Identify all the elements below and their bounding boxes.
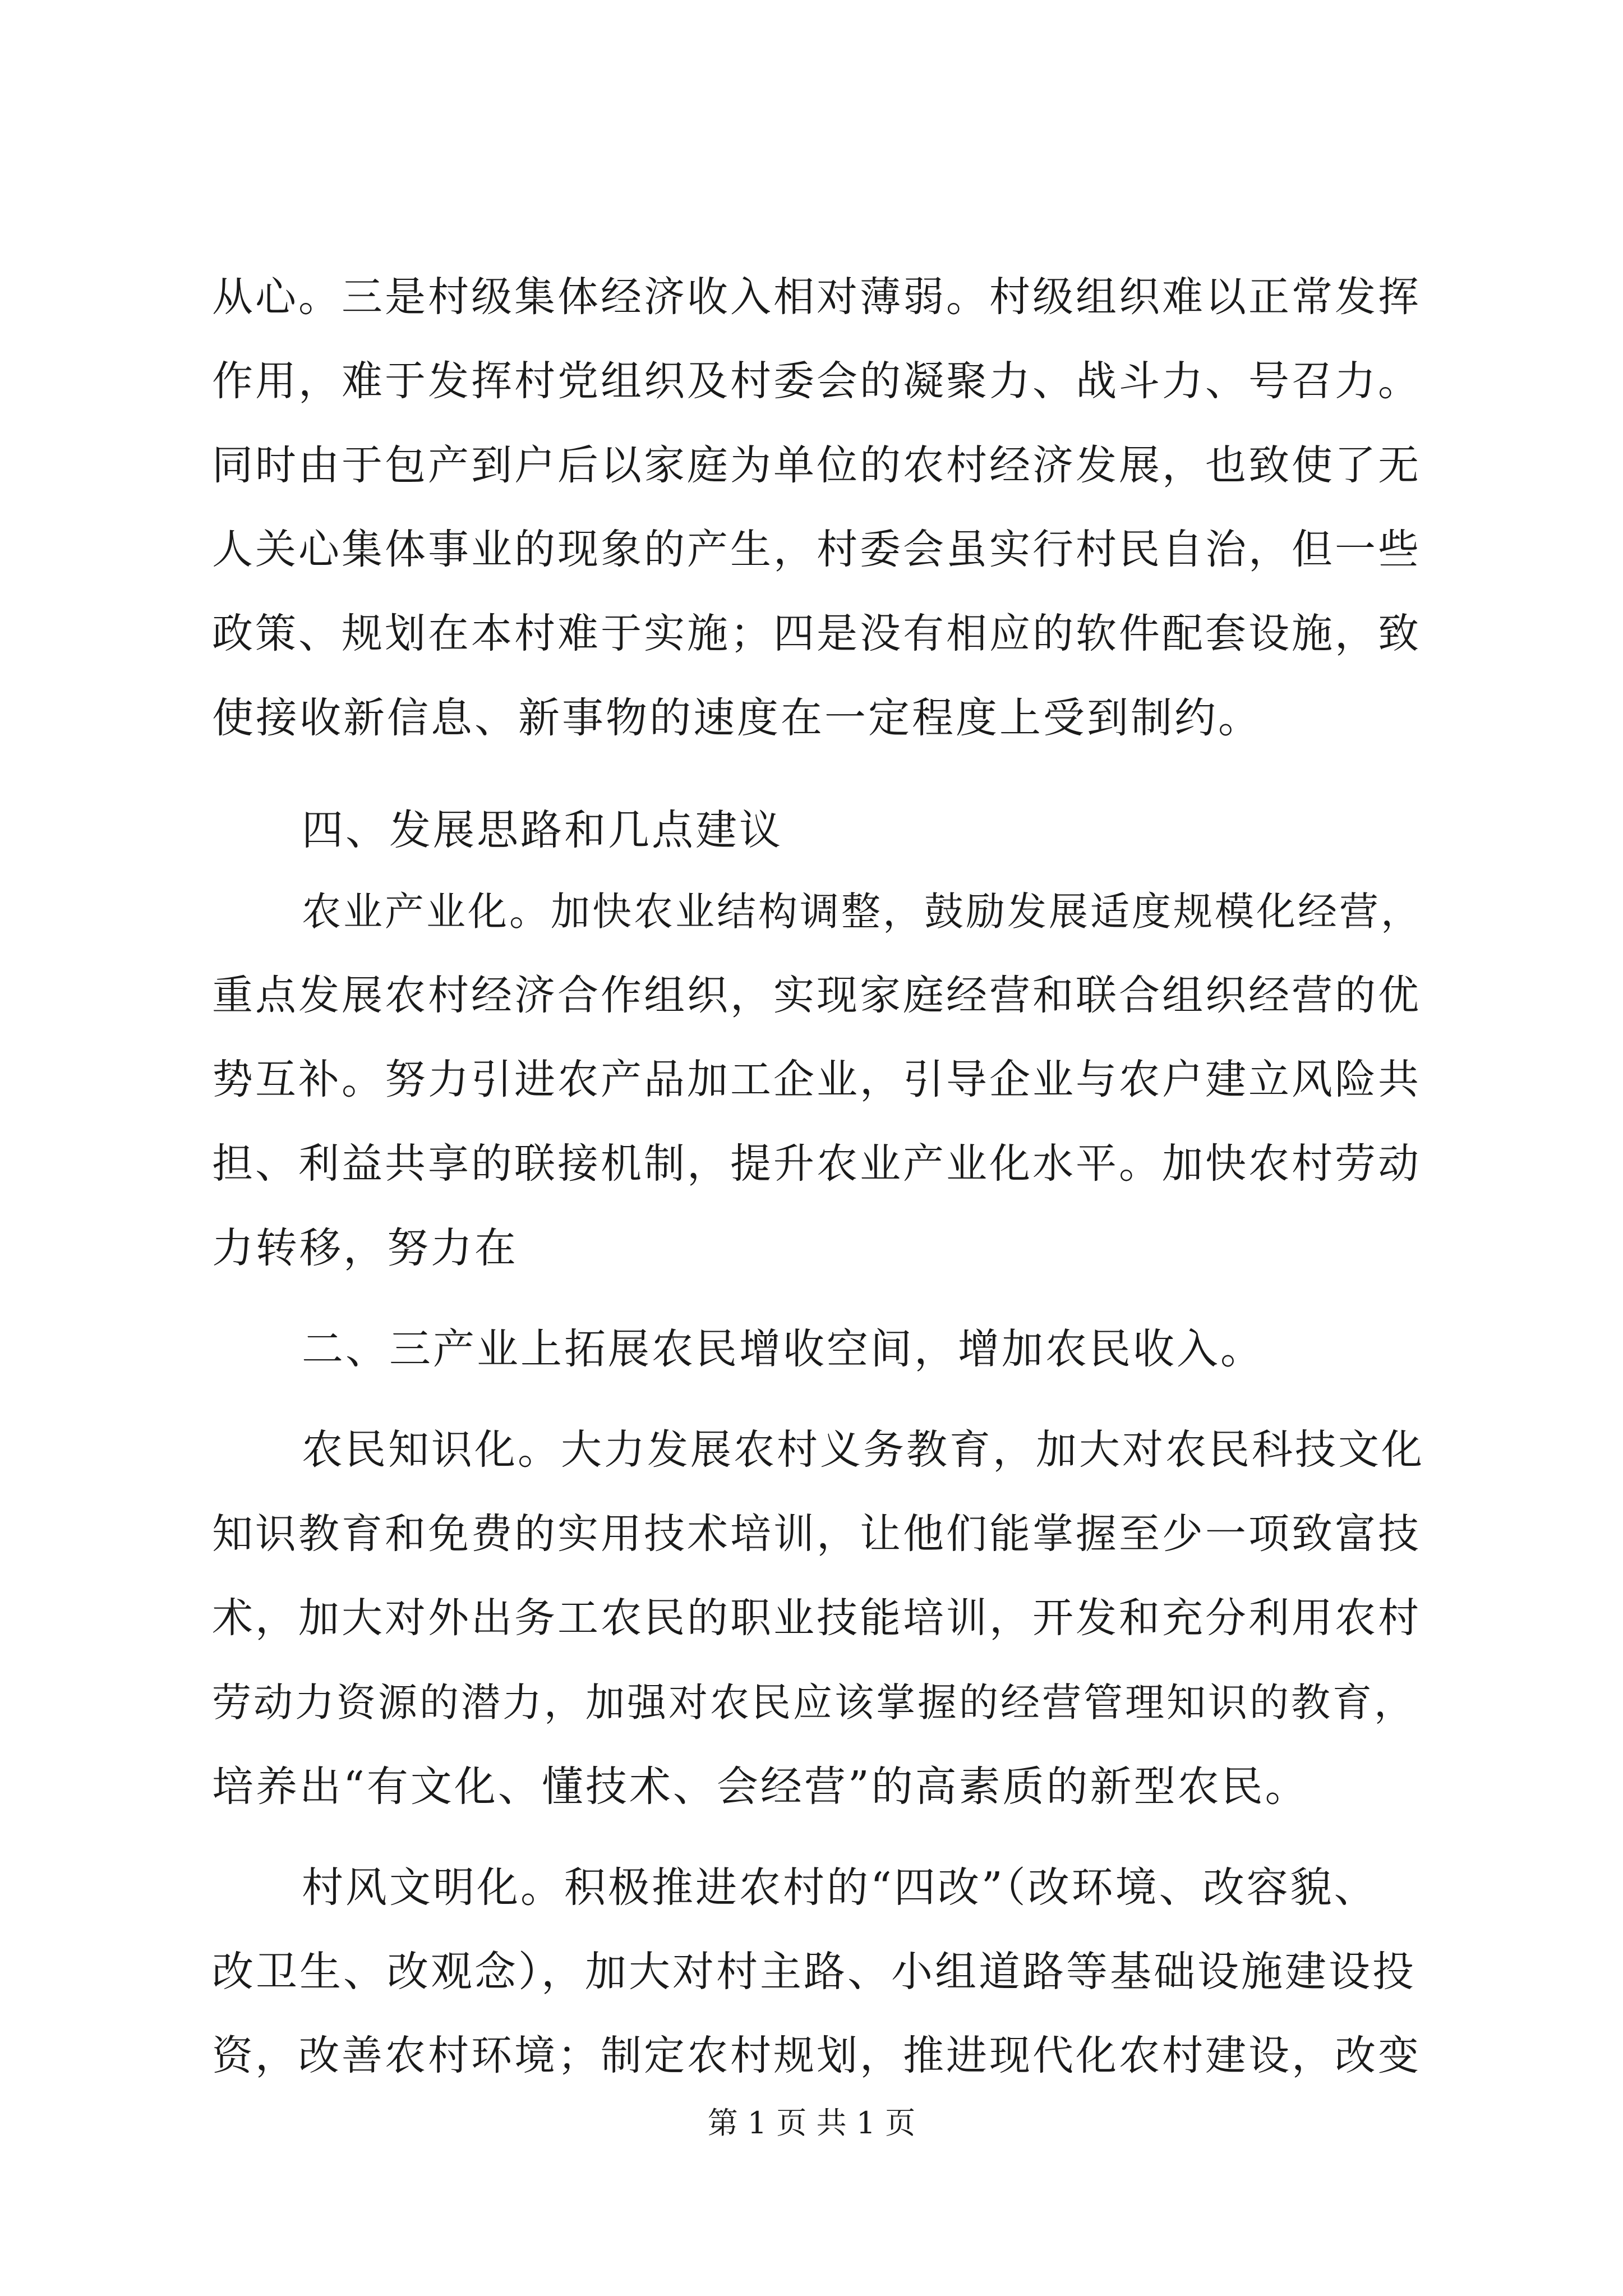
text-line: 劳动力资源的潜力，加强对农民应该掌握的经营管理知识的教育， [212, 1680, 1415, 1726]
text-line: 人关心集体事业的现象的产生，村委会虽实行村民自治，但一些 [212, 526, 1421, 573]
text-line: 培养出“有文化、懂技术、会经营”的高素质的新型农民。 [212, 1763, 1309, 1811]
section-heading: 四、发展思路和几点建议 [302, 806, 783, 854]
text-line: 政策、规划在本村难于实施；四是没有相应的软件配套设施，致 [212, 610, 1421, 657]
text-line: 势互补。努力引进农产品加工企业，引导企业与农户建立风险共 [212, 1056, 1421, 1103]
text-line: 使接收新信息、新事物的速度在一定程度上受到制约。 [212, 694, 1262, 742]
text-line: 作用，难于发挥村党组织及村委会的凝聚力、战斗力、号召力。 [212, 357, 1421, 405]
text-line: 从心。三是村级集体经济收入相对薄弱。村级组织难以正常发挥 [212, 273, 1421, 321]
text-line: 同时由于包产到户后以家庭为单位的农村经济发展，也致使了无 [212, 441, 1421, 489]
paragraph-first-line: 农民知识化。大力发展农村义务教育，加大对农民科技文化 [302, 1426, 1424, 1474]
text-line: 改卫生、改观念），加大对村主路、小组道路等基础设施建设投 [212, 1948, 1416, 1996]
text-line: 资，改善农村环境；制定农村规划，推进现代化农村建设，改变 [212, 2032, 1421, 2079]
page-footer: 第 1 页 共 1 页 [707, 2105, 916, 2141]
text-line: 术，加大对外出务工农民的职业技能培训，开发和充分利用农村 [212, 1594, 1421, 1642]
paragraph-first-line: 农业产业化。加快农业结构调整，鼓励发展适度规模化经营， [302, 889, 1422, 935]
paragraph-first-line: 村风文明化。积极推进农村的“四改”（改环境、改容貌、 [302, 1864, 1378, 1912]
text-line: 重点发展农村经济合作组织，实现家庭经营和联合组织经营的优 [212, 972, 1421, 1019]
text-line: 知识教育和免费的实用技术培训，让他们能掌握至少一项致富技 [212, 1510, 1421, 1558]
paragraph-first-line: 二、三产业上拓展农民增收空间，增加农民收入。 [302, 1325, 1264, 1373]
text-line: 担、利益共享的联接机制，提升农业产业化水平。加快农村劳动 [212, 1140, 1421, 1188]
text-line: 力转移，努力在 [212, 1224, 518, 1272]
